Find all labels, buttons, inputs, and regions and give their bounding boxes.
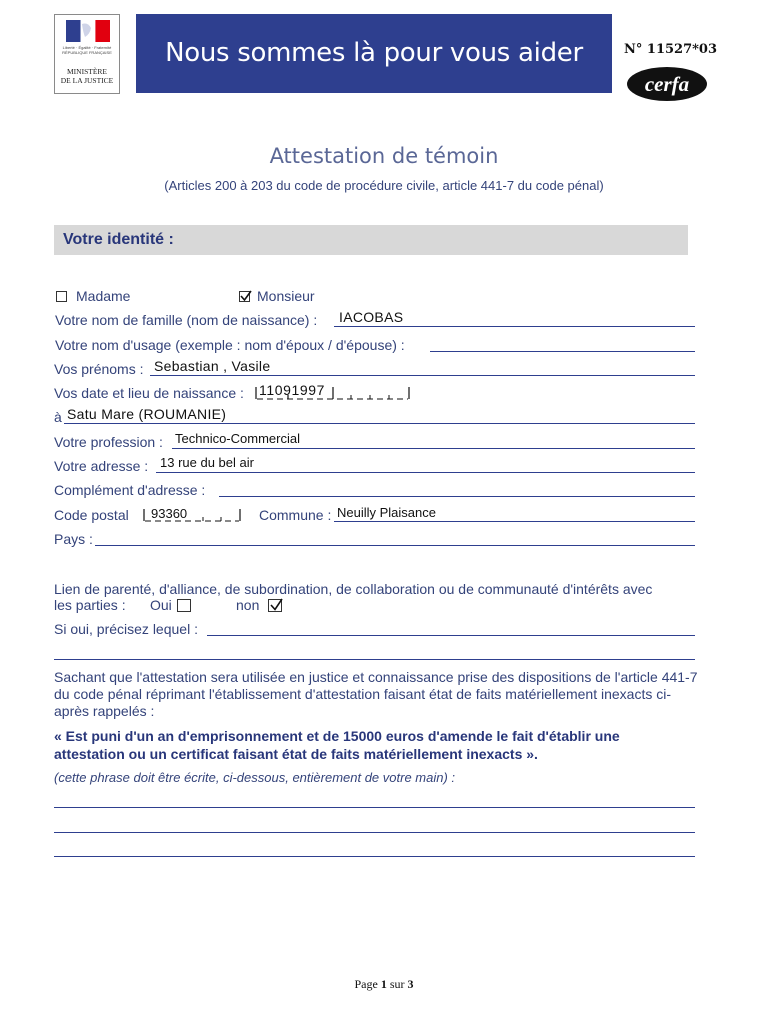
usage-name-label: Votre nom d'usage (exemple : nom d'époux / d'épouse) : xyxy=(55,337,405,353)
profession-value: Technico-Commercial xyxy=(175,431,300,446)
postal-label: Code postal xyxy=(54,507,129,523)
birth-place-prefix: à xyxy=(54,409,62,425)
checkmark-icon xyxy=(268,597,284,613)
declaration-quote: « Est puni d'un an d'emprisonnement et de 15000 euros d'amende le fait d'établir une attestation ou un certificat faisant état de faits matériellement inexacts ». xyxy=(54,728,620,762)
oui-checkbox[interactable] xyxy=(177,599,191,612)
birth-date-value: 11091997 xyxy=(259,382,326,398)
of-word: sur xyxy=(389,977,405,991)
banner-text: Nous sommes là pour vous aider xyxy=(165,38,583,68)
profession-field[interactable] xyxy=(172,448,695,449)
relation-question: Lien de parenté, d'alliance, de subordination, de collaboration ou de communauté d'intérêts avec xyxy=(54,581,653,597)
birth-label: Vos date et lieu de naissance : xyxy=(54,385,244,401)
relation-detail-label: Si oui, précisez lequel : xyxy=(54,621,198,637)
non-checkbox[interactable] xyxy=(268,599,282,612)
relation-detail-field[interactable] xyxy=(207,635,695,636)
ministry-caption: MINISTÈRE DE LA JUSTICE xyxy=(60,67,114,85)
section-title: Votre identité : xyxy=(63,231,174,248)
non-label: non xyxy=(236,597,260,613)
checkmark-icon xyxy=(239,289,253,303)
address-value: 13 rue du bel air xyxy=(160,455,254,470)
relation-question-line2: les parties : xyxy=(54,597,126,613)
handwriting-line-3[interactable] xyxy=(54,856,695,857)
family-name-value: IACOBAS xyxy=(339,309,404,325)
family-name-label: Votre nom de famille (nom de naissance) : xyxy=(55,312,318,328)
page-number: 1 xyxy=(380,977,387,991)
address2-field[interactable] xyxy=(219,496,695,497)
declaration-instruction: (cette phrase doit être écrite, ci-dessous, entièrement de votre main) : xyxy=(54,770,456,785)
usage-name-field[interactable] xyxy=(430,351,695,352)
monsieur-checkbox[interactable] xyxy=(239,291,250,302)
commune-label: Commune : xyxy=(259,507,332,523)
republic-motto: Liberté · Égalité · Fraternité RÉPUBLIQUE FRANÇAISE xyxy=(62,45,112,55)
birth-place-field[interactable] xyxy=(64,423,695,424)
address-label: Votre adresse : xyxy=(54,458,149,474)
commune-field[interactable] xyxy=(334,521,695,522)
marianne-flag-icon xyxy=(66,20,110,42)
profession-label: Votre profession : xyxy=(54,434,163,450)
page-total: 3 xyxy=(407,977,414,991)
cerfa-logo-text: cerfa xyxy=(644,72,690,96)
declaration-intro: Sachant que l'attestation sera utilisée en justice et connaissance prise des dispositions de l'article 441-7 du code pénal réprimant l'établissement d'attestation faisant état de faits matériellement inexacts ci-après rappelés : xyxy=(54,669,698,719)
country-field[interactable] xyxy=(95,545,695,546)
postal-value: 93360 xyxy=(151,506,188,521)
madame-checkbox[interactable] xyxy=(56,291,67,302)
birth-place-value: Satu Mare (ROUMANIE) xyxy=(67,406,227,422)
cerfa-number: N° 11527*03 xyxy=(624,42,718,57)
address2-label: Complément d'adresse : xyxy=(54,482,206,498)
page-footer xyxy=(0,977,768,992)
header-banner xyxy=(136,14,612,93)
ministry-logo xyxy=(54,14,120,94)
oui-label: Oui xyxy=(150,597,172,613)
first-names-field[interactable] xyxy=(150,375,695,376)
commune-value: Neuilly Plaisance xyxy=(337,505,436,520)
section-header xyxy=(54,225,688,255)
madame-label: Madame xyxy=(76,288,131,304)
family-name-field[interactable] xyxy=(334,326,695,327)
document-subtitle: (Articles 200 à 203 du code de procédure civile, article 441-7 du code pénal) xyxy=(164,178,604,193)
handwriting-line-2[interactable] xyxy=(54,832,695,833)
country-label: Pays : xyxy=(54,531,93,547)
handwriting-line-1[interactable] xyxy=(54,807,695,808)
monsieur-label: Monsieur xyxy=(257,288,315,304)
page-word: Page xyxy=(354,977,378,991)
first-names-label: Vos prénoms : xyxy=(54,361,144,377)
cerfa-logo xyxy=(626,66,708,102)
document-title: Attestation de témoin xyxy=(269,144,499,168)
address-field[interactable] xyxy=(156,472,695,473)
relation-detail-field-2[interactable] xyxy=(54,659,695,660)
first-names-value: Sebastian , Vasile xyxy=(154,358,271,374)
